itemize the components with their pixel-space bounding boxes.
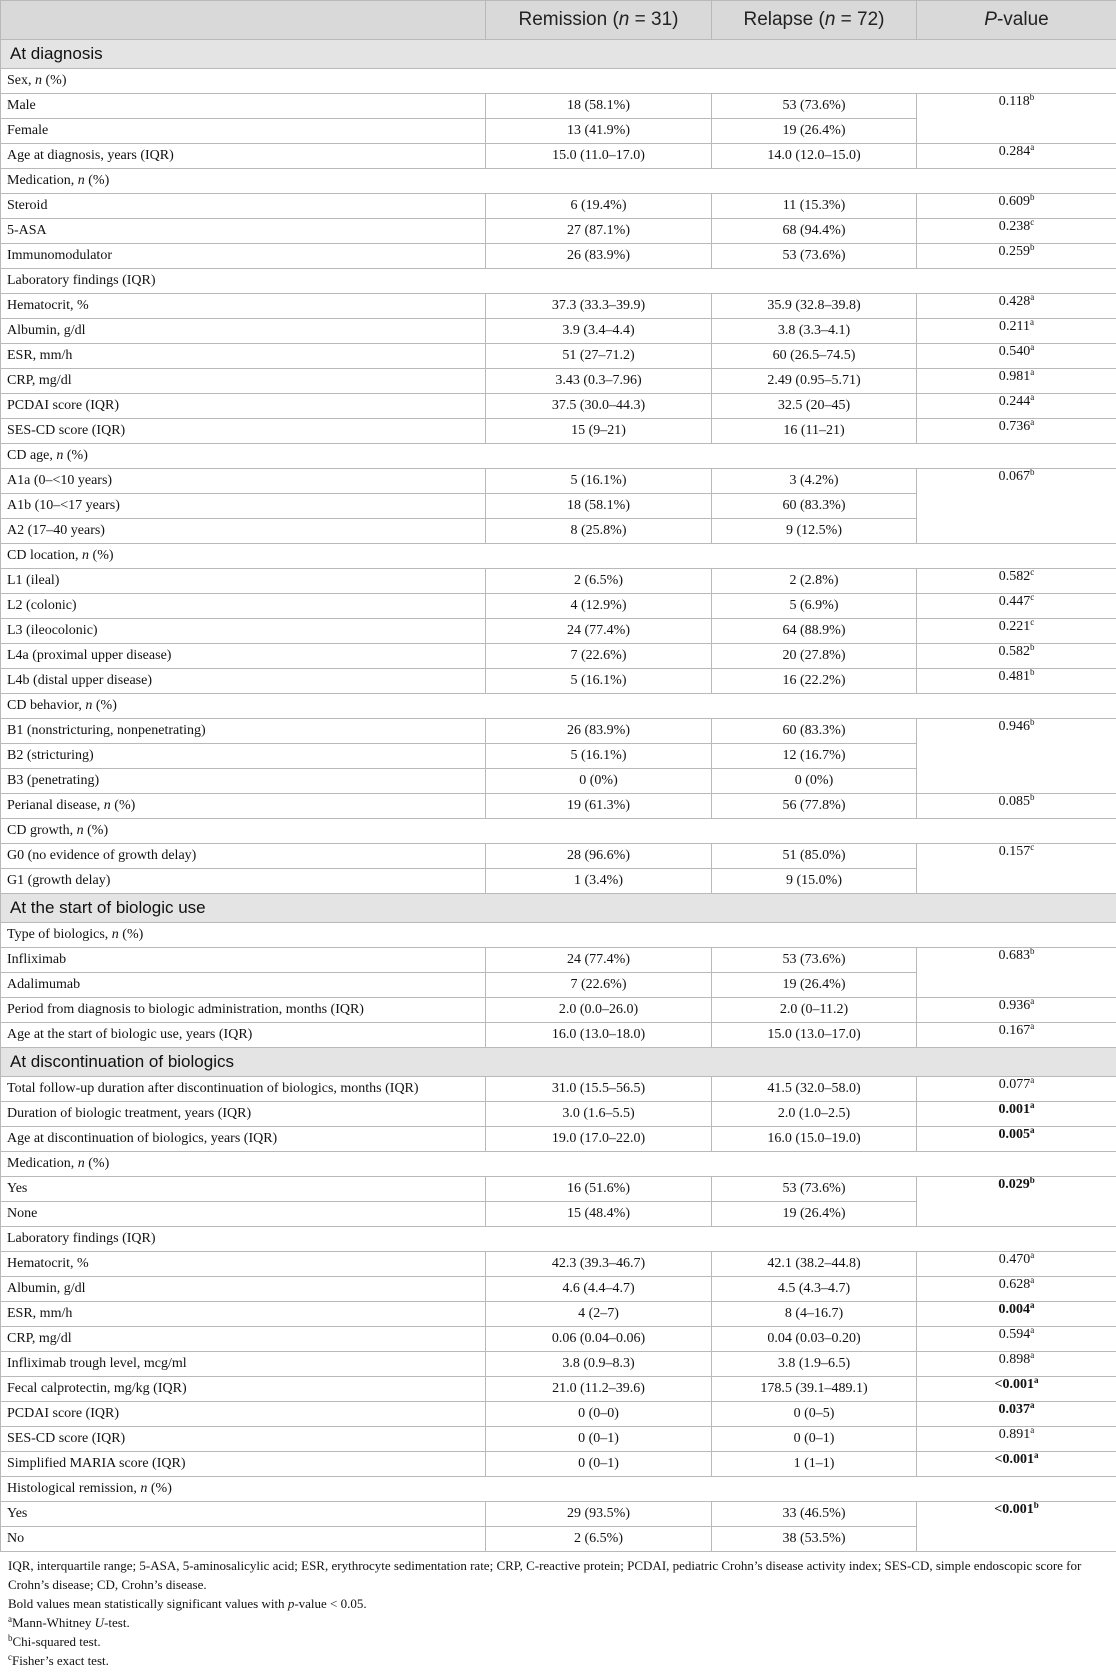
relapse-value: 68 (94.4%) — [712, 219, 917, 244]
row-label: Yes — [1, 1177, 486, 1202]
relapse-value: 16 (22.2%) — [712, 669, 917, 694]
row-label: A1b (10–<17 years) — [1, 494, 486, 519]
row-label: No — [1, 1527, 486, 1552]
p-value: 0.001$^a$ — [917, 1102, 1116, 1127]
group-label: CD growth, n (%) — [1, 819, 1116, 844]
table-row — [1, 344, 1116, 369]
remission-value: 19.0 (17.0–22.0) — [486, 1127, 712, 1152]
relapse-value: 0 (0–5) — [712, 1402, 917, 1427]
relapse-value: 178.5 (39.1–489.1) — [712, 1377, 917, 1402]
row-label: SES-CD score (IQR) — [1, 1427, 486, 1452]
remission-value: 15 (9–21) — [486, 419, 712, 444]
relapse-value: 12 (16.7%) — [712, 744, 917, 769]
remission-value: 0.06 (0.04–0.06) — [486, 1327, 712, 1352]
relapse-value: 4.5 (4.3–4.7) — [712, 1277, 917, 1302]
relapse-value: 53 (73.6%) — [712, 94, 917, 119]
relapse-value: 9 (12.5%) — [712, 519, 917, 544]
relapse-value: 0.04 (0.03–0.20) — [712, 1327, 917, 1352]
p-value: 0.167$^a$ — [917, 1023, 1116, 1048]
remission-value: 19 (61.3%) — [486, 794, 712, 819]
row-label: Yes — [1, 1502, 486, 1527]
p-value: 0.470$^a$ — [917, 1252, 1116, 1277]
table-row — [1, 294, 1116, 319]
table-row — [1, 1177, 1116, 1202]
table-row — [1, 94, 1116, 119]
relapse-value: 11 (15.3%) — [712, 194, 917, 219]
remission-value: 21.0 (11.2–39.6) — [486, 1377, 712, 1402]
p-value: 0.936$^a$ — [917, 998, 1116, 1023]
row-label: Period from diagnosis to biologic administration, months (IQR) — [1, 998, 486, 1023]
remission-value: 16.0 (13.0–18.0) — [486, 1023, 712, 1048]
p-value: 0.157$^c$ — [917, 844, 1116, 894]
relapse-value: 0 (0%) — [712, 769, 917, 794]
remission-value: 24 (77.4%) — [486, 619, 712, 644]
remission-value: 0 (0–0) — [486, 1402, 712, 1427]
section-header — [1, 894, 1116, 923]
relapse-value: 33 (46.5%) — [712, 1502, 917, 1527]
row-label: ESR, mm/h — [1, 1302, 486, 1327]
p-value: 0.891$^a$ — [917, 1427, 1116, 1452]
row-label: B1 (nonstricturing, nonpenetrating) — [1, 719, 486, 744]
group-row — [1, 819, 1116, 844]
remission-value: 29 (93.5%) — [486, 1502, 712, 1527]
p-value: 0.238$^c$ — [917, 219, 1116, 244]
header-p-value: P-value — [917, 1, 1116, 40]
group-row — [1, 444, 1116, 469]
header-row — [1, 1, 1116, 40]
relapse-value: 1 (1–1) — [712, 1452, 917, 1477]
relapse-value: 60 (83.3%) — [712, 719, 917, 744]
remission-value: 5 (16.1%) — [486, 469, 712, 494]
group-label: CD behavior, n (%) — [1, 694, 1116, 719]
p-value: 0.946$^b$ — [917, 719, 1116, 794]
relapse-value: 60 (26.5–74.5) — [712, 344, 917, 369]
row-label: Infliximab — [1, 948, 486, 973]
relapse-value: 2.0 (1.0–2.5) — [712, 1102, 917, 1127]
remission-value: 37.5 (30.0–44.3) — [486, 394, 712, 419]
remission-value: 13 (41.9%) — [486, 119, 712, 144]
group-row — [1, 269, 1116, 294]
row-label: G1 (growth delay) — [1, 869, 486, 894]
remission-value: 7 (22.6%) — [486, 644, 712, 669]
table-row — [1, 244, 1116, 269]
remission-value: 0 (0–1) — [486, 1427, 712, 1452]
header-relapse: Relapse (n = 72) — [712, 1, 917, 40]
remission-value: 42.3 (39.3–46.7) — [486, 1252, 712, 1277]
table-row — [1, 1302, 1116, 1327]
relapse-value: 14.0 (12.0–15.0) — [712, 144, 917, 169]
relapse-value: 9 (15.0%) — [712, 869, 917, 894]
p-value: 0.540$^a$ — [917, 344, 1116, 369]
relapse-value: 2 (2.8%) — [712, 569, 917, 594]
remission-value: 5 (16.1%) — [486, 669, 712, 694]
footnote-abbreviations: IQR, interquartile range; 5-ASA, 5-aminosalicylic acid; ESR, erythrocyte sedimentation rate; CRP, C-reactive protein; PCDAI, pediatric Crohn’s disease activity index; SES-CD, simple endoscopic score for Crohn’s disease; CD, Crohn’s disease. — [8, 1558, 1082, 1592]
row-label: Duration of biologic treatment, years (IQR) — [1, 1102, 486, 1127]
table-row — [1, 369, 1116, 394]
table-row — [1, 794, 1116, 819]
relapse-value: 19 (26.4%) — [712, 1202, 917, 1227]
remission-value: 3.43 (0.3–7.96) — [486, 369, 712, 394]
relapse-value: 32.5 (20–45) — [712, 394, 917, 419]
relapse-value: 2.49 (0.95–5.71) — [712, 369, 917, 394]
table-row — [1, 619, 1116, 644]
row-label: Steroid — [1, 194, 486, 219]
p-value: 0.244$^a$ — [917, 394, 1116, 419]
section-header — [1, 40, 1116, 69]
row-label: CRP, mg/dl — [1, 1327, 486, 1352]
table-row — [1, 194, 1116, 219]
remission-value: 4.6 (4.4–4.7) — [486, 1277, 712, 1302]
table-row — [1, 719, 1116, 744]
row-label: ESR, mm/h — [1, 344, 486, 369]
table-row — [1, 419, 1116, 444]
remission-value: 16 (51.6%) — [486, 1177, 712, 1202]
remission-value: 27 (87.1%) — [486, 219, 712, 244]
p-value: 0.736$^a$ — [917, 419, 1116, 444]
section-title: At discontinuation of biologics — [1, 1048, 1116, 1077]
group-row — [1, 69, 1116, 94]
relapse-value: 19 (26.4%) — [712, 973, 917, 998]
p-value: 0.428$^a$ — [917, 294, 1116, 319]
row-label: G0 (no evidence of growth delay) — [1, 844, 486, 869]
p-value: 0.037$^a$ — [917, 1402, 1116, 1427]
group-row — [1, 1227, 1116, 1252]
remission-value: 24 (77.4%) — [486, 948, 712, 973]
p-value: 0.683$^b$ — [917, 948, 1116, 998]
relapse-value: 60 (83.3%) — [712, 494, 917, 519]
group-label: Medication, n (%) — [1, 169, 1116, 194]
remission-value: 3.8 (0.9–8.3) — [486, 1352, 712, 1377]
group-label: CD location, n (%) — [1, 544, 1116, 569]
row-label: L2 (colonic) — [1, 594, 486, 619]
p-value: 0.609$^b$ — [917, 194, 1116, 219]
relapse-value: 35.9 (32.8–39.8) — [712, 294, 917, 319]
relapse-value: 3.8 (3.3–4.1) — [712, 319, 917, 344]
remission-value: 4 (2–7) — [486, 1302, 712, 1327]
row-label: Simplified MARIA score (IQR) — [1, 1452, 486, 1477]
remission-value: 28 (96.6%) — [486, 844, 712, 869]
remission-value: 6 (19.4%) — [486, 194, 712, 219]
row-label: Albumin, g/dl — [1, 1277, 486, 1302]
group-label: Medication, n (%) — [1, 1152, 1116, 1177]
remission-value: 31.0 (15.5–56.5) — [486, 1077, 712, 1102]
group-label: Type of biologics, n (%) — [1, 923, 1116, 948]
p-value: 0.594$^a$ — [917, 1327, 1116, 1352]
table-footnotes — [8, 1556, 1108, 1670]
table-row — [1, 144, 1116, 169]
p-value: 0.029$^b$ — [917, 1177, 1116, 1227]
section-title: At diagnosis — [1, 40, 1116, 69]
row-label: L4b (distal upper disease) — [1, 669, 486, 694]
relapse-value: 53 (73.6%) — [712, 1177, 917, 1202]
relapse-value: 42.1 (38.2–44.8) — [712, 1252, 917, 1277]
relapse-value: 5 (6.9%) — [712, 594, 917, 619]
remission-value: 26 (83.9%) — [486, 244, 712, 269]
p-value: 0.628$^a$ — [917, 1277, 1116, 1302]
table-row — [1, 1077, 1116, 1102]
group-label: CD age, n (%) — [1, 444, 1116, 469]
group-row — [1, 1477, 1116, 1502]
relapse-value: 2.0 (0–11.2) — [712, 998, 917, 1023]
remission-value: 0 (0%) — [486, 769, 712, 794]
remission-value: 51 (27–71.2) — [486, 344, 712, 369]
relapse-value: 0 (0–1) — [712, 1427, 917, 1452]
table-row — [1, 998, 1116, 1023]
table-row — [1, 1502, 1116, 1527]
table-row — [1, 1102, 1116, 1127]
relapse-value: 16.0 (15.0–19.0) — [712, 1127, 917, 1152]
row-label: B2 (stricturing) — [1, 744, 486, 769]
remission-value: 7 (22.6%) — [486, 973, 712, 998]
section-title: At the start of biologic use — [1, 894, 1116, 923]
table-row — [1, 1023, 1116, 1048]
p-value: <0.001$^a$ — [917, 1452, 1116, 1477]
section-header — [1, 1048, 1116, 1077]
row-label: Hematocrit, % — [1, 1252, 486, 1277]
row-label: Fecal calprotectin, mg/kg (IQR) — [1, 1377, 486, 1402]
row-label: PCDAI score (IQR) — [1, 1402, 486, 1427]
p-value: 0.004$^a$ — [917, 1302, 1116, 1327]
row-label: L1 (ileal) — [1, 569, 486, 594]
p-value: 0.582$^c$ — [917, 569, 1116, 594]
p-value: 0.981$^a$ — [917, 369, 1116, 394]
remission-value: 3.9 (3.4–4.4) — [486, 319, 712, 344]
header-remission: Remission (n = 31) — [486, 1, 712, 40]
row-label: Infliximab trough level, mcg/ml — [1, 1352, 486, 1377]
p-value: 0.085$^b$ — [917, 794, 1116, 819]
group-label: Sex, n (%) — [1, 69, 1116, 94]
row-label: A2 (17–40 years) — [1, 519, 486, 544]
relapse-value: 3 (4.2%) — [712, 469, 917, 494]
remission-value: 3.0 (1.6–5.5) — [486, 1102, 712, 1127]
row-label: Hematocrit, % — [1, 294, 486, 319]
group-row — [1, 1152, 1116, 1177]
footnote-bold: Bold values mean statistically significant values with p-value < 0.05. — [8, 1596, 367, 1611]
table-row — [1, 1327, 1116, 1352]
group-row — [1, 544, 1116, 569]
footnote-c: $^c$Fisher’s exact test. — [8, 1652, 109, 1668]
table-row — [1, 669, 1116, 694]
p-value: 0.067$^b$ — [917, 469, 1116, 544]
table-row — [1, 1427, 1116, 1452]
remission-value: 8 (25.8%) — [486, 519, 712, 544]
remission-value: 1 (3.4%) — [486, 869, 712, 894]
row-label: B3 (penetrating) — [1, 769, 486, 794]
group-label: Histological remission, n (%) — [1, 1477, 1116, 1502]
table-row — [1, 594, 1116, 619]
group-row — [1, 923, 1116, 948]
row-label: PCDAI score (IQR) — [1, 394, 486, 419]
row-label: CRP, mg/dl — [1, 369, 486, 394]
p-value: <0.001$^a$ — [917, 1377, 1116, 1402]
row-label: SES-CD score (IQR) — [1, 419, 486, 444]
row-label: None — [1, 1202, 486, 1227]
table-row — [1, 1452, 1116, 1477]
row-label: 5-ASA — [1, 219, 486, 244]
table-row — [1, 1352, 1116, 1377]
row-label: Albumin, g/dl — [1, 319, 486, 344]
relapse-value: 19 (26.4%) — [712, 119, 917, 144]
remission-value: 4 (12.9%) — [486, 594, 712, 619]
row-label: Immunomodulator — [1, 244, 486, 269]
remission-value: 0 (0–1) — [486, 1452, 712, 1477]
remission-value: 26 (83.9%) — [486, 719, 712, 744]
group-row — [1, 169, 1116, 194]
p-value: 0.005$^a$ — [917, 1127, 1116, 1152]
p-value: <0.001$^b$ — [917, 1502, 1116, 1552]
row-label: Female — [1, 119, 486, 144]
table-row — [1, 469, 1116, 494]
remission-value: 2.0 (0.0–26.0) — [486, 998, 712, 1023]
relapse-value: 41.5 (32.0–58.0) — [712, 1077, 917, 1102]
table-row — [1, 219, 1116, 244]
row-label: L3 (ileocolonic) — [1, 619, 486, 644]
remission-value: 18 (58.1%) — [486, 494, 712, 519]
relapse-value: 64 (88.9%) — [712, 619, 917, 644]
header-blank — [1, 1, 486, 40]
table-row — [1, 1277, 1116, 1302]
relapse-value: 56 (77.8%) — [712, 794, 917, 819]
remission-value: 5 (16.1%) — [486, 744, 712, 769]
table-row — [1, 319, 1116, 344]
table-row — [1, 1377, 1116, 1402]
footnote-a: $^a$Mann-Whitney U-test. — [8, 1614, 130, 1630]
row-label: A1a (0–<10 years) — [1, 469, 486, 494]
p-value: 0.211$^a$ — [917, 319, 1116, 344]
p-value: 0.077$^a$ — [917, 1077, 1116, 1102]
table-row — [1, 1127, 1116, 1152]
remission-value: 18 (58.1%) — [486, 94, 712, 119]
relapse-value: 53 (73.6%) — [712, 948, 917, 973]
remission-value: 37.3 (33.3–39.9) — [486, 294, 712, 319]
row-label: Perianal disease, n (%) — [1, 794, 486, 819]
row-label: Age at discontinuation of biologics, years (IQR) — [1, 1127, 486, 1152]
table-row — [1, 394, 1116, 419]
footnote-b: $^b$Chi-squared test. — [8, 1633, 101, 1649]
row-label: Adalimumab — [1, 973, 486, 998]
p-value: 0.481$^b$ — [917, 669, 1116, 694]
p-value: 0.898$^a$ — [917, 1352, 1116, 1377]
relapse-value: 15.0 (13.0–17.0) — [712, 1023, 917, 1048]
relapse-value: 51 (85.0%) — [712, 844, 917, 869]
group-label: Laboratory findings (IQR) — [1, 269, 1116, 294]
row-label: Age at the start of biologic use, years (IQR) — [1, 1023, 486, 1048]
p-value: 0.118$^b$ — [917, 94, 1116, 144]
table-row — [1, 569, 1116, 594]
remission-value: 2 (6.5%) — [486, 1527, 712, 1552]
row-label: Total follow-up duration after discontinuation of biologics, months (IQR) — [1, 1077, 486, 1102]
relapse-value: 38 (53.5%) — [712, 1527, 917, 1552]
relapse-value: 20 (27.8%) — [712, 644, 917, 669]
group-row — [1, 694, 1116, 719]
table-row — [1, 1402, 1116, 1427]
table-row — [1, 644, 1116, 669]
relapse-value: 3.8 (1.9–6.5) — [712, 1352, 917, 1377]
row-label: Age at diagnosis, years (IQR) — [1, 144, 486, 169]
group-label: Laboratory findings (IQR) — [1, 1227, 1116, 1252]
row-label: L4a (proximal upper disease) — [1, 644, 486, 669]
table-row — [1, 948, 1116, 973]
remission-value: 15 (48.4%) — [486, 1202, 712, 1227]
table-row — [1, 844, 1116, 869]
relapse-value: 53 (73.6%) — [712, 244, 917, 269]
p-value: 0.221$^c$ — [917, 619, 1116, 644]
p-value: 0.259$^b$ — [917, 244, 1116, 269]
p-value: 0.284$^a$ — [917, 144, 1116, 169]
remission-value: 15.0 (11.0–17.0) — [486, 144, 712, 169]
p-value: 0.447$^c$ — [917, 594, 1116, 619]
relapse-value: 16 (11–21) — [712, 419, 917, 444]
p-value: 0.582$^b$ — [917, 644, 1116, 669]
row-label: Male — [1, 94, 486, 119]
relapse-value: 8 (4–16.7) — [712, 1302, 917, 1327]
remission-value: 2 (6.5%) — [486, 569, 712, 594]
table-row — [1, 1252, 1116, 1277]
